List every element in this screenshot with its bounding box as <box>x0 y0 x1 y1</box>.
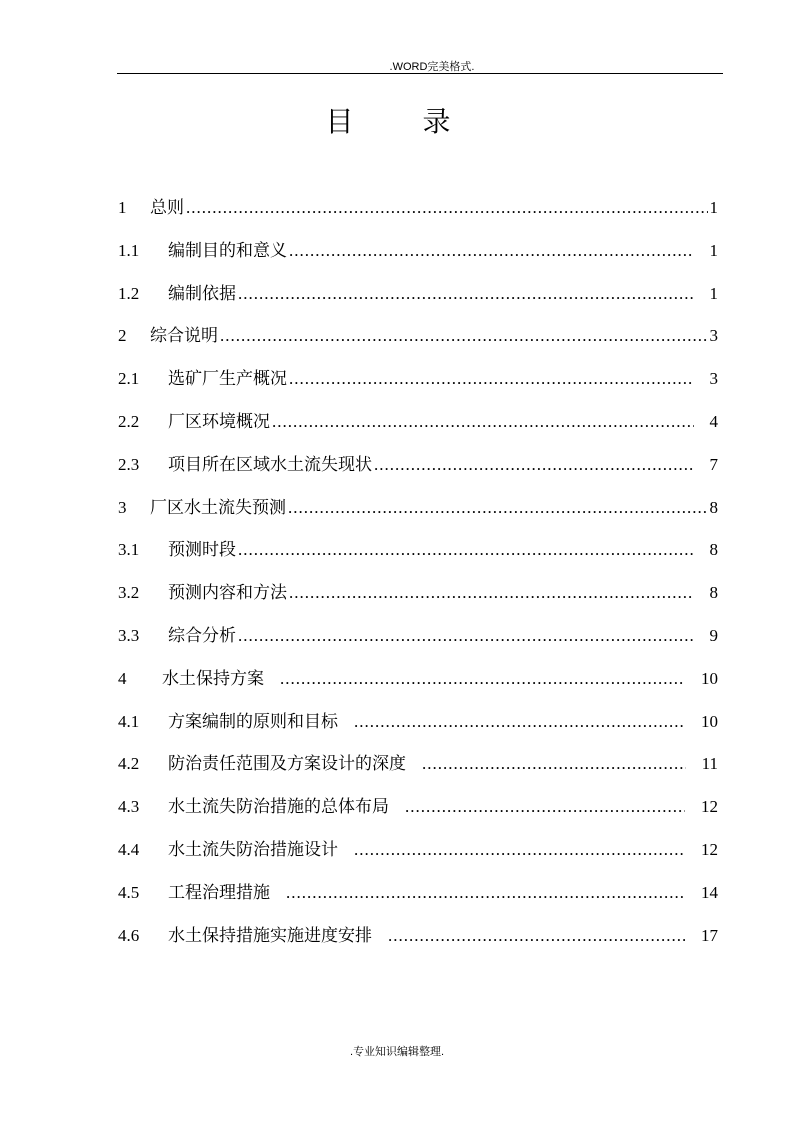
toc-page: 12 <box>701 797 718 817</box>
toc-number: 4 <box>118 668 127 688</box>
toc-page: 12 <box>701 839 718 859</box>
toc-page: 17 <box>701 925 718 945</box>
toc-entry[interactable] <box>118 620 718 663</box>
toc-entry[interactable] <box>118 877 718 920</box>
toc-number: 4.4 <box>118 839 140 859</box>
toc-leader <box>238 534 694 566</box>
toc-text: 编制目的和意义 <box>168 240 287 261</box>
toc-number: 3 <box>118 497 127 517</box>
toc-page: 11 <box>701 754 718 774</box>
toc-page: 7 <box>709 454 718 474</box>
toc-entry[interactable] <box>118 363 718 406</box>
toc-text: 厂区水土流失预测 <box>150 497 286 518</box>
toc-text: 防治责任范围及方案设计的深度 <box>168 754 406 775</box>
toc-entry[interactable] <box>118 748 718 791</box>
toc-text: 总则 <box>150 198 184 218</box>
toc-page: 3 <box>709 369 718 389</box>
toc-entry[interactable] <box>118 235 718 278</box>
toc-leader <box>422 748 686 780</box>
toc-page: 8 <box>709 583 718 603</box>
toc-text: 方案编制的原则和目标 <box>168 711 338 732</box>
toc-leader <box>289 577 694 609</box>
toc-leader <box>374 449 694 481</box>
toc-number: 1.2 <box>118 283 140 303</box>
toc-leader <box>288 492 708 524</box>
toc-page: 10 <box>701 668 718 688</box>
toc-leader <box>238 278 694 310</box>
toc-leader <box>354 706 685 738</box>
toc-entry[interactable] <box>118 492 718 535</box>
toc-leader <box>280 663 685 695</box>
toc-number: 2.3 <box>118 454 140 474</box>
toc-leader <box>238 620 694 652</box>
toc-entry[interactable] <box>118 534 718 577</box>
toc-text: 厂区环境概况 <box>168 411 270 432</box>
toc-text: 项目所在区域水土流失现状 <box>168 454 372 475</box>
toc-text: 水土保持方案 <box>162 668 264 689</box>
toc-text: 选矿厂生产概况 <box>168 369 287 390</box>
toc-page: 10 <box>701 711 718 731</box>
toc-leader <box>289 363 694 395</box>
page-footer: .专业知识编辑整理. <box>349 1046 445 1058</box>
toc-title: 目 录 <box>325 105 481 138</box>
toc-number: 2.1 <box>118 369 140 389</box>
toc-number: 4.1 <box>118 711 140 731</box>
toc-number: 3.2 <box>118 583 140 603</box>
page-header: .WORD完美格式. <box>389 61 475 73</box>
toc-entry[interactable] <box>118 278 718 321</box>
toc-leader <box>220 320 708 352</box>
toc-page: 1 <box>709 240 718 260</box>
header-rule <box>117 73 723 74</box>
toc-entry[interactable] <box>118 449 718 492</box>
toc-leader <box>289 235 694 267</box>
toc-text: 预测时段 <box>168 540 236 561</box>
toc-entry[interactable] <box>118 577 718 620</box>
toc-entry[interactable] <box>118 920 718 963</box>
toc-number: 3.3 <box>118 625 140 645</box>
toc-page: 8 <box>709 497 718 517</box>
toc-entry[interactable] <box>118 834 718 877</box>
toc-leader <box>354 834 685 866</box>
toc-text: 预测内容和方法 <box>168 583 287 604</box>
toc-number: 2.2 <box>118 411 140 431</box>
toc-leader <box>405 791 685 823</box>
toc-page: 8 <box>709 540 718 560</box>
toc-text: 水土流失防治措施的总体布局 <box>168 797 389 818</box>
toc-entry[interactable] <box>118 192 718 235</box>
toc-number: 1 <box>118 198 127 217</box>
toc-page: 1 <box>709 283 718 303</box>
toc-number: 4.3 <box>118 797 140 817</box>
toc-text: 综合分析 <box>168 625 236 646</box>
toc-leader <box>388 920 685 952</box>
toc-text: 编制依据 <box>168 283 236 304</box>
toc-number: 4.2 <box>118 754 140 774</box>
toc-number: 4.5 <box>118 882 140 902</box>
toc-page: 9 <box>709 625 718 645</box>
toc-leader <box>272 406 694 438</box>
toc-entry[interactable] <box>118 406 718 449</box>
toc-text: 水土保持措施实施进度安排 <box>168 925 372 946</box>
toc-entry[interactable] <box>118 791 718 834</box>
toc-page: 1 <box>709 198 718 217</box>
toc-entry[interactable] <box>118 320 718 363</box>
toc-number: 4.6 <box>118 925 140 945</box>
toc-page: 3 <box>709 326 718 346</box>
toc-leader <box>186 192 708 224</box>
toc-leader <box>286 877 685 909</box>
table-of-contents <box>118 192 718 962</box>
toc-entry[interactable] <box>118 706 718 749</box>
toc-text: 工程治理措施 <box>168 882 270 903</box>
toc-number: 3.1 <box>118 540 140 560</box>
toc-number: 2 <box>118 326 127 346</box>
toc-text: 水土流失防治措施设计 <box>168 839 338 860</box>
toc-entry[interactable] <box>118 663 718 706</box>
toc-page: 4 <box>709 411 718 431</box>
toc-number: 1.1 <box>118 240 140 260</box>
toc-page: 14 <box>701 882 718 902</box>
toc-text: 综合说明 <box>150 326 218 347</box>
